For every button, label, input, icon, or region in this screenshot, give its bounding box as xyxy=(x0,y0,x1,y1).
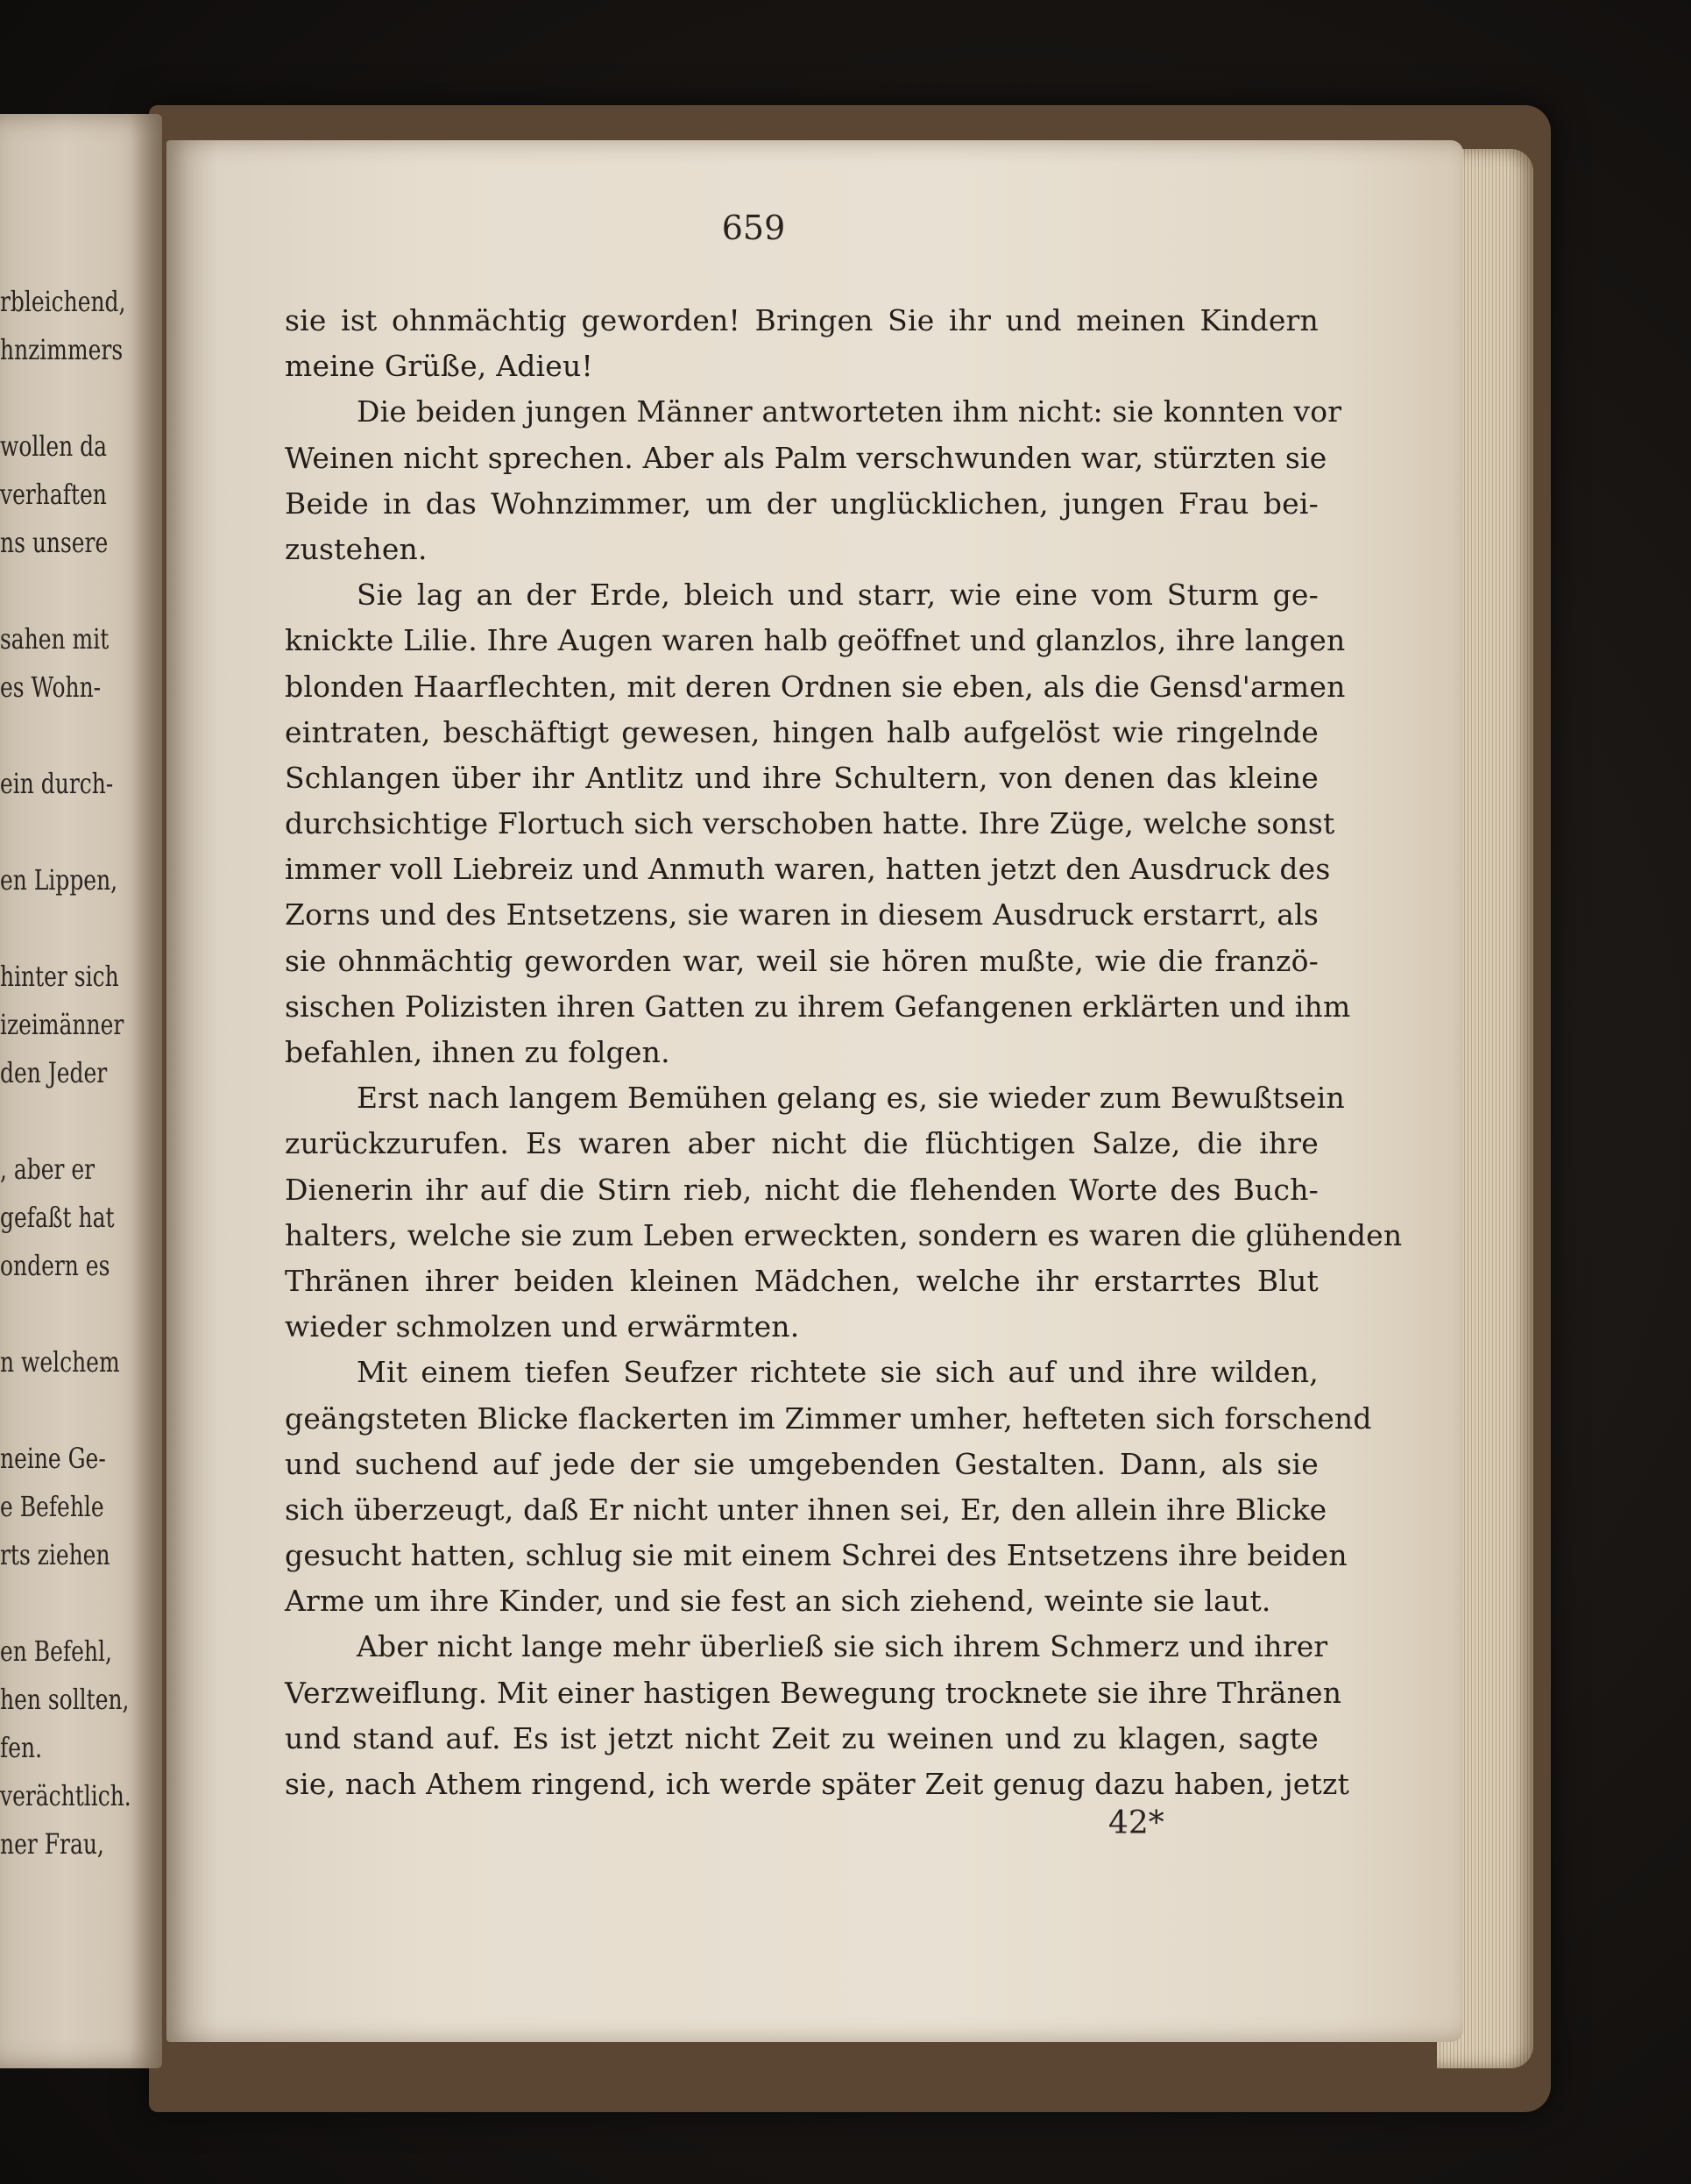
left-page-fragment: den Jeder xyxy=(0,1056,108,1089)
text-line: sie ist ohnmächtig geworden! Bringen Sie ihr und meinen Kindern xyxy=(285,303,1319,337)
left-page-fragment: fen. xyxy=(0,1731,43,1764)
text-line: Mit einem tiefen Seufzer richtete sie sich auf und ihre wilden, xyxy=(357,1355,1319,1390)
left-page-fragment: rts ziehen xyxy=(0,1538,110,1571)
left-page xyxy=(0,114,162,2068)
text-line: knickte Lilie. Ihre Augen waren halb geöffnet und glanzlos, ihre langen xyxy=(285,623,1346,658)
left-page-fragment: ner Frau, xyxy=(0,1827,104,1861)
left-page-fragment: wollen da xyxy=(0,429,107,463)
left-page-fragment: , aber er xyxy=(0,1152,96,1186)
text-line: halters, welche sie zum Leben erweckten, sondern es waren die glühenden xyxy=(285,1217,1403,1252)
left-page-fragment: ns unsere xyxy=(0,526,109,559)
text-line: durchsichtige Flortuch sich verschoben hatte. Ihre Züge, welche sonst xyxy=(285,806,1335,841)
left-page-fragment: hinter sich xyxy=(0,960,119,993)
left-page-fragment: izeimänner xyxy=(0,1008,124,1041)
left-page-fragment: en Befehl, xyxy=(0,1634,112,1668)
text-line: sich überzeugt, daß Er nicht unter ihnen sei, Er, den allein ihre Blicke xyxy=(285,1492,1327,1527)
text-line: und suchend auf jede der sie umgebenden Gestalten. Dann, als sie xyxy=(285,1446,1319,1481)
text-line: Aber nicht lange mehr überließ sie sich ihrem Schmerz und ihrer xyxy=(357,1629,1328,1664)
text-line: Schlangen über ihr Antlitz und ihre Schultern, von denen das kleine xyxy=(285,760,1319,795)
text-line: Thränen ihrer beiden kleinen Mädchen, welche ihr erstarrtes Blut xyxy=(285,1263,1319,1298)
text-line: geängsteten Blicke flackerten im Zimmer umher, hefteten sich forschend xyxy=(285,1400,1372,1436)
text-line: Sie lag an der Erde, bleich und starr, wie eine vom Sturm ge- xyxy=(357,578,1319,613)
text-line: Verzweiflung. Mit einer hastigen Bewegung trocknete sie ihre Thränen xyxy=(285,1675,1342,1710)
left-page-fragment: hen sollten, xyxy=(0,1683,130,1716)
left-page-fragment: ein durch- xyxy=(0,767,114,800)
left-page-fragment: e Befehle xyxy=(0,1490,104,1523)
left-page-fragment: hnzimmers xyxy=(0,333,124,366)
text-line: Die beiden jungen Männer antworteten ihm nicht: sie konnten vor xyxy=(357,394,1342,429)
text-line: sie ohnmächtig geworden war, weil sie hören mußte, wie die franzö- xyxy=(285,943,1319,978)
text-line: Erst nach langem Bemühen gelang es, sie wieder zum Bewußtsein xyxy=(357,1081,1345,1116)
text-line: immer voll Liebreiz und Anmuth waren, hatten jetzt den Ausdruck des xyxy=(285,852,1331,887)
text-line: eintraten, beschäftigt gewesen, hingen halb aufgelöst wie ringelnde xyxy=(285,714,1319,749)
text-line: und stand auf. Es ist jetzt nicht Zeit zu weinen und zu klagen, sagte xyxy=(285,1720,1319,1755)
left-page-fragment: neine Ge- xyxy=(0,1442,106,1475)
right-page xyxy=(166,140,1463,2042)
left-page-fragment: n welchem xyxy=(0,1345,120,1379)
text-line: befahlen, ihnen zu folgen. xyxy=(285,1035,670,1069)
text-line: blonden Haarflechten, mit deren Ordnen sie eben, als die Gensd'armen xyxy=(285,669,1346,704)
text-line: meine Grüße, Adieu! xyxy=(285,349,593,384)
body-text xyxy=(285,298,1403,1807)
text-line: Dienerin ihr auf die Stirn rieb, nicht die flehenden Worte des Buch- xyxy=(285,1172,1319,1207)
text-line: Zorns und des Entsetzens, sie waren in diesem Ausdruck erstarrt, als xyxy=(285,897,1319,932)
text-line: zustehen. xyxy=(285,531,428,566)
left-page-fragment: es Wohn- xyxy=(0,670,102,704)
text-line: sischen Polizisten ihren Gatten zu ihrem Gefangenen erklärten und ihm xyxy=(285,989,1351,1024)
left-page-fragment: sahen mit xyxy=(0,622,110,656)
text-line: sie, nach Athem ringend, ich werde später Zeit genug dazu haben, jetzt xyxy=(285,1767,1350,1801)
signature-mark: 42* xyxy=(1108,1805,1164,1841)
left-page-fragment: en Lippen, xyxy=(0,863,118,897)
left-page-fragment: gefaßt hat xyxy=(0,1201,115,1234)
text-line: Beide in das Wohnzimmer, um der unglücklichen, jungen Frau bei- xyxy=(285,486,1319,521)
text-line: gesucht hatten, schlug sie mit einem Schrei des Entsetzens ihre beiden xyxy=(285,1538,1348,1573)
text-line: wieder schmolzen und erwärmten. xyxy=(285,1309,800,1344)
text-line: Weinen nicht sprechen. Aber als Palm verschwunden war, stürzten sie xyxy=(285,440,1327,475)
text-line: zurückzurufen. Es waren aber nicht die flüchtigen Salze, die ihre xyxy=(285,1126,1319,1161)
left-page-fragment: verächtlich. xyxy=(0,1779,131,1812)
text-line: Arme um ihre Kinder, und sie fest an sich ziehend, weinte sie laut. xyxy=(285,1584,1271,1619)
left-page-fragment: rbleichend, xyxy=(0,285,126,318)
left-page-fragment: verhaften xyxy=(0,478,107,511)
left-page-fragment: ondern es xyxy=(0,1249,110,1282)
page-number: 659 xyxy=(721,209,786,247)
